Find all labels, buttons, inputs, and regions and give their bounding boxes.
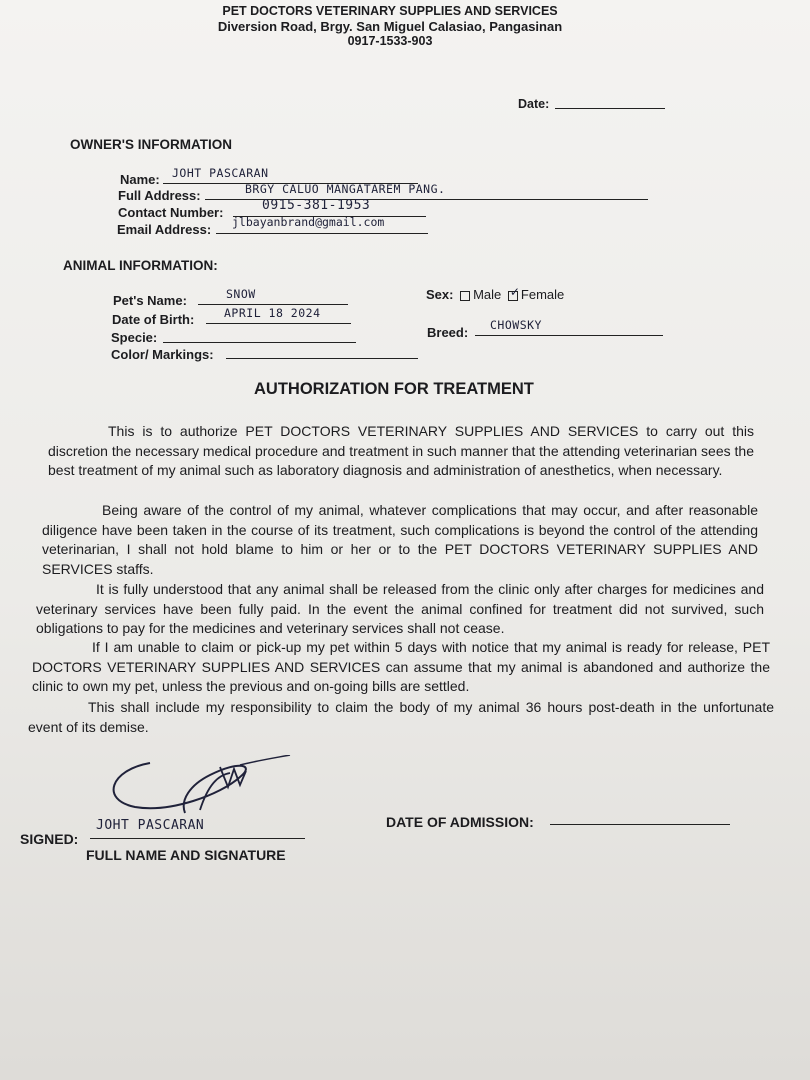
dob-line — [206, 323, 351, 324]
clinic-phone: 0917-1533-903 — [347, 34, 433, 48]
authorization-paragraph-3: It is fully understood that any animal shall be released from the clinic only after charges for medicines and veterinary services have been fully paid. In the event the animal confined for treatment did not survived, such obligations to pay for the medicines and veterinary services shall not cease. — [36, 581, 764, 636]
authorization-paragraph-4: If I am unable to claim or pick-up my pet within 5 days with notice that my animal is ready for release, PET DOCTORS VETERINARY SUPPLIES AND SERVICES can assume that my animal is abandoned and authorize the clinic to own my pet, unless the previous and on-going bills are settled. — [32, 639, 770, 694]
owner-contact-value: 0915-381-1953 — [262, 198, 371, 213]
owner-address-value: BRGY CALUO MANGATAREM PANG. — [245, 182, 446, 196]
admission-label: DATE OF ADMISSION: — [386, 814, 534, 830]
owner-contact-label: Contact Number: — [118, 205, 224, 220]
authorization-paragraph-1: This is to authorize PET DOCTORS VETERINARY SUPPLIES AND SERVICES to carry out this discretion the necessary medical procedure and treatment in such manner that the attending veterinarian sees the best treatment of my animal such as laboratory diagnosis and administration of anesthetics, when necessary. — [48, 423, 754, 478]
female-checkbox[interactable]: ✓ — [509, 284, 520, 299]
date-label: Date: — [518, 97, 550, 111]
owner-email-line — [216, 233, 428, 234]
owner-section-title: OWNER'S INFORMATION — [70, 137, 232, 152]
owner-email-value: jlbayanbrand@gmail.com — [232, 215, 385, 229]
specie-label: Specie: — [111, 330, 158, 345]
signed-label: SIGNED: — [20, 831, 79, 847]
signature-caption: FULL NAME AND SIGNATURE — [86, 847, 286, 863]
dob-value: APRIL 18 2024 — [224, 306, 321, 320]
color-line — [226, 358, 418, 359]
owner-name-label: Name: — [120, 172, 160, 187]
signed-line — [90, 838, 305, 839]
handwritten-signature — [90, 755, 310, 825]
breed-label: Breed: — [427, 325, 469, 340]
pet-name-line — [198, 304, 348, 305]
breed-line — [475, 335, 663, 336]
clinic-name: PET DOCTORS VETERINARY SUPPLIES AND SERVICES — [222, 4, 558, 18]
pet-name-value: SNOW — [226, 287, 256, 301]
male-option: Male — [473, 287, 502, 302]
owner-email-label: Email Address: — [117, 222, 212, 237]
color-label: Color/ Markings: — [111, 347, 214, 362]
breed-value: CHOWSKY — [490, 318, 542, 332]
pet-name-label: Pet's Name: — [113, 293, 187, 308]
admission-line — [550, 824, 730, 825]
authorization-paragraph-2: Being aware of the control of my animal, whatever complications that may occur, and after reasonable diligence have been taken in the course of its treatment, such complications is beyond the control of the attending veterinarian, I shall not hold blame to him or her or to the PET DOCTORS VETERINARY SUPPLIES AND SERVICES staffs. — [42, 502, 758, 577]
sex-label: Sex: — [426, 287, 454, 302]
date-line — [555, 108, 665, 109]
signed-value: JOHT PASCARAN — [96, 818, 205, 833]
owner-name-value: JOHT PASCARAN — [172, 166, 269, 180]
authorization-paragraph-5: This shall include my responsibility to claim the body of my animal 36 hours post-death in the unfortunate event of its demise. — [28, 699, 774, 735]
dob-label: Date of Birth: — [112, 312, 195, 327]
animal-section-title: ANIMAL INFORMATION: — [63, 258, 218, 273]
specie-line — [163, 342, 356, 343]
authorization-title: AUTHORIZATION FOR TREATMENT — [254, 380, 534, 398]
owner-address-label: Full Address: — [118, 188, 201, 203]
female-option: Female — [520, 287, 565, 302]
male-checkbox[interactable] — [460, 291, 470, 301]
clinic-address: Diversion Road, Brgy. San Miguel Calasiao, Pangasinan — [217, 19, 563, 34]
sex-field — [426, 284, 565, 302]
